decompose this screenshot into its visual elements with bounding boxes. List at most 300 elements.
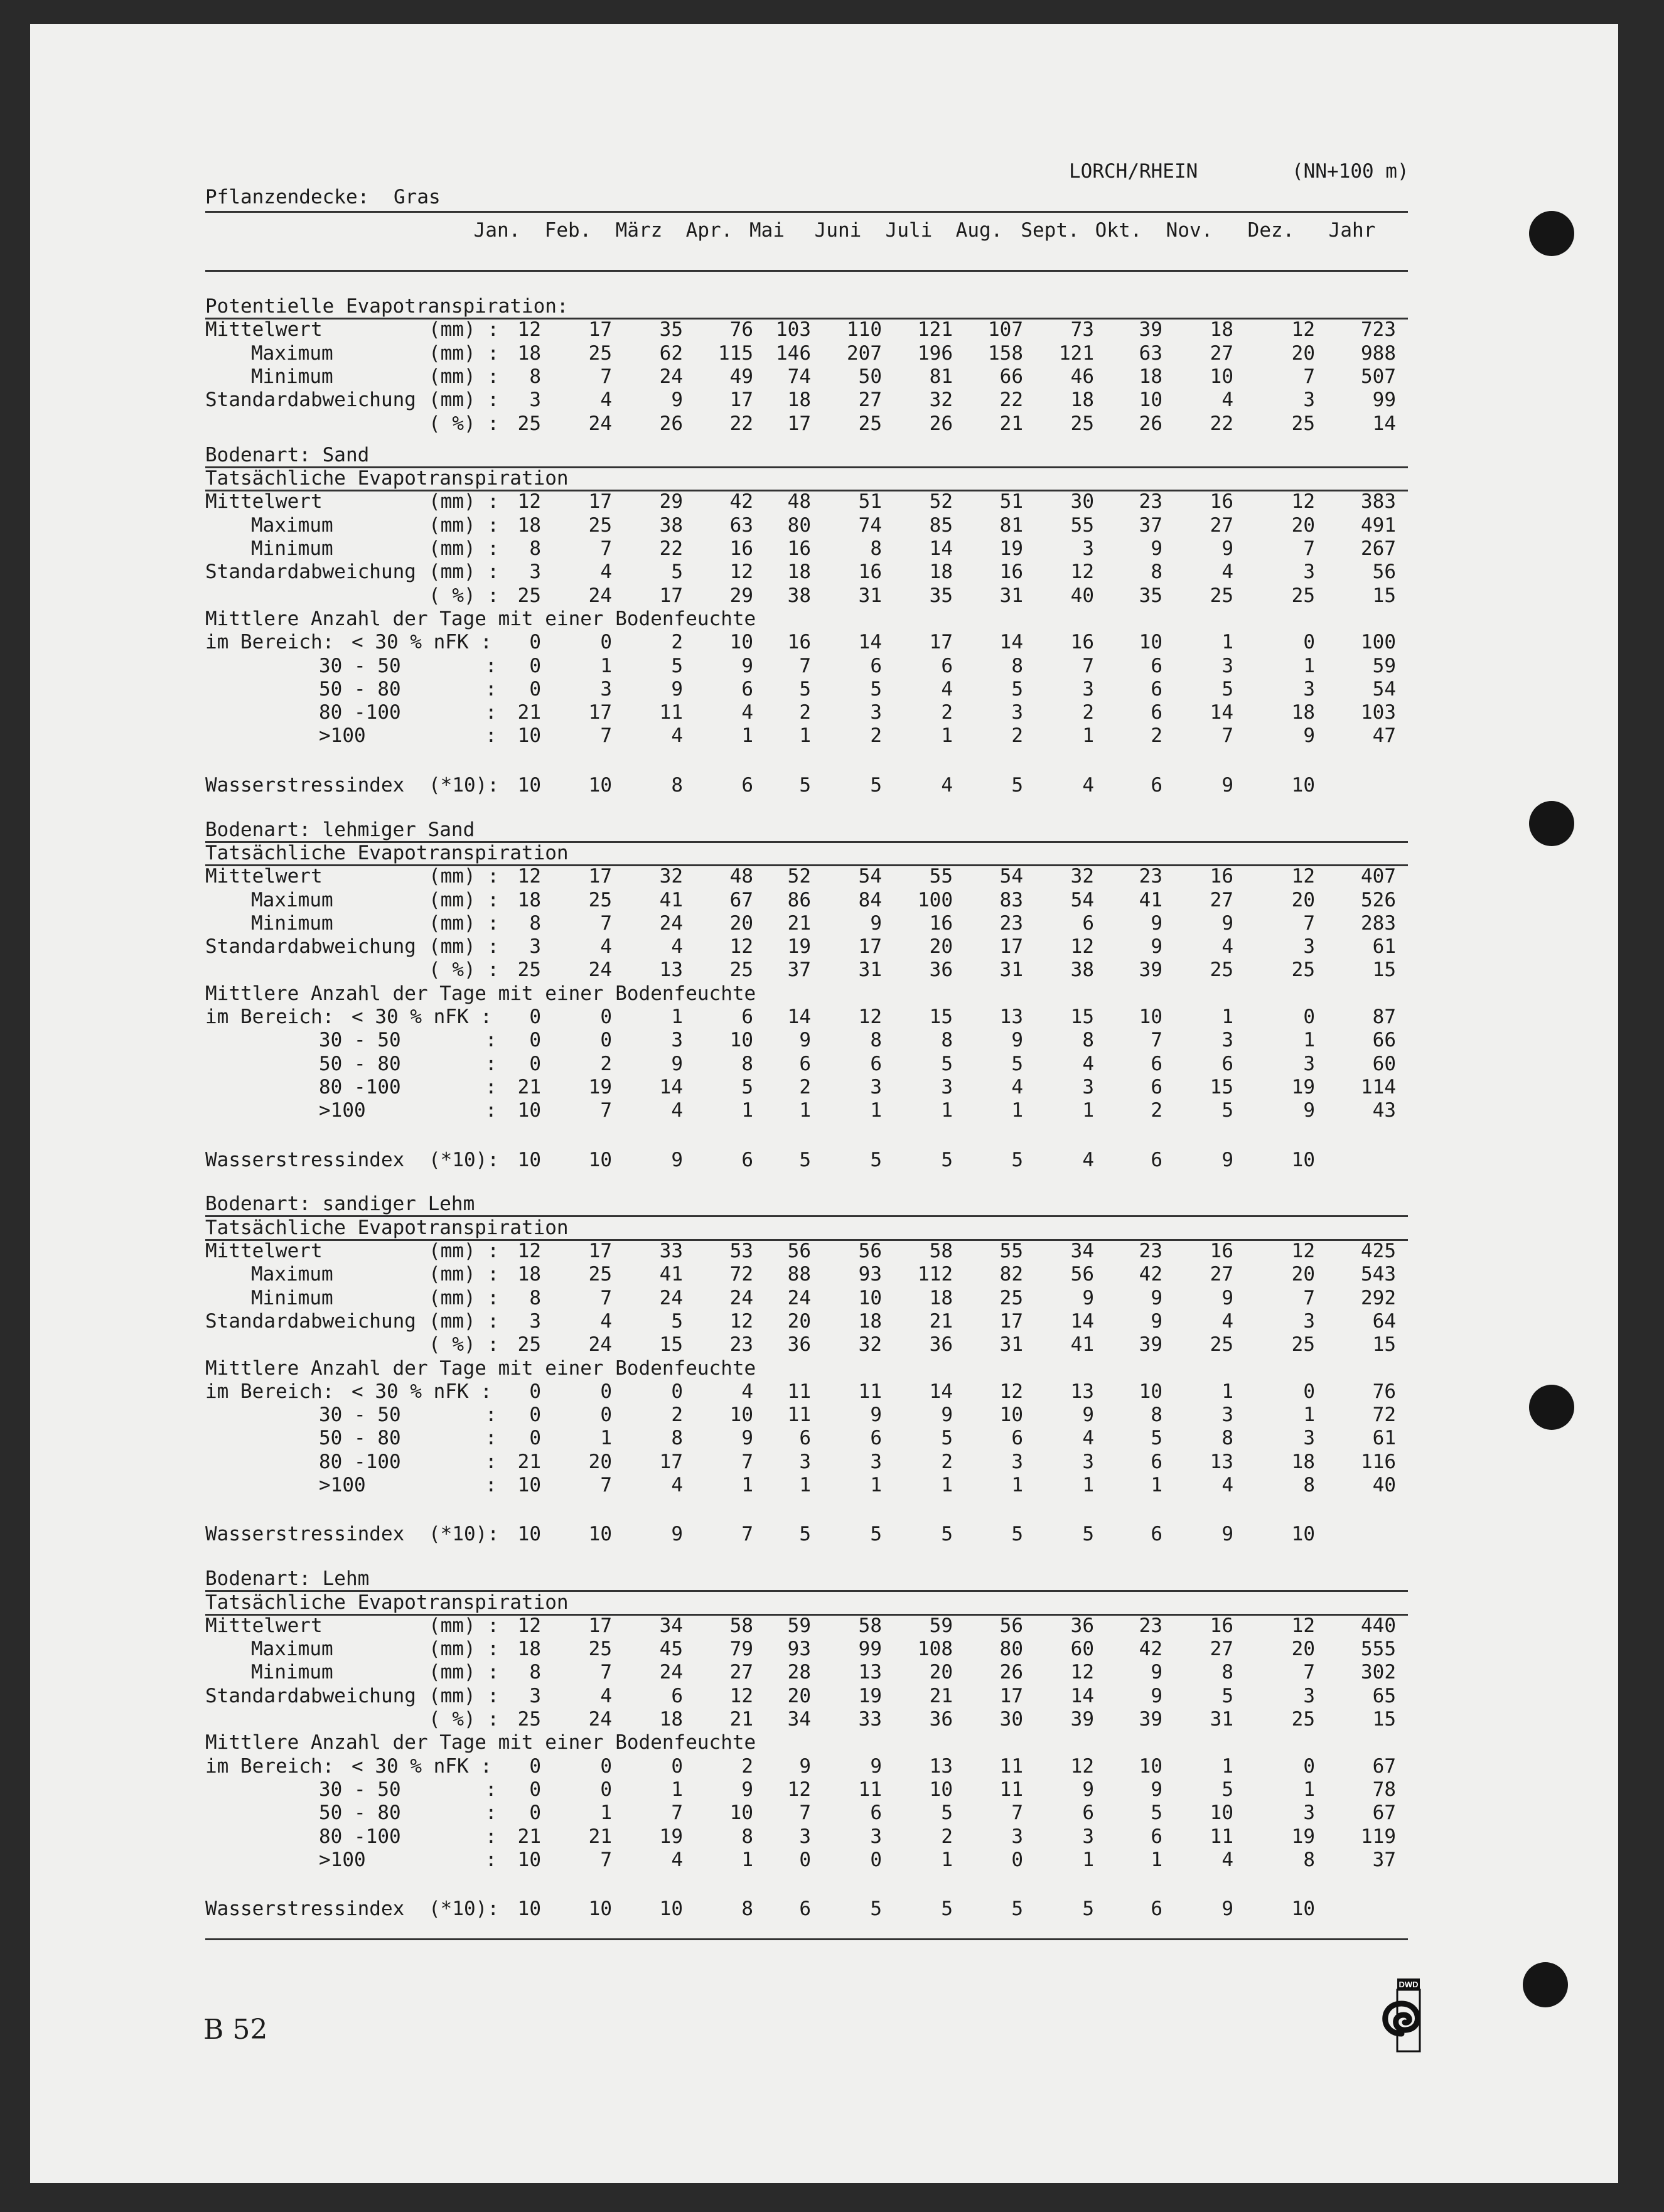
value-cell: 20	[1291, 514, 1315, 537]
row-unit: (mm) :	[429, 1287, 499, 1309]
days-value-cell: 2	[941, 1451, 953, 1473]
days-value-cell: 10	[517, 1474, 541, 1496]
value-cell: 14	[1070, 1310, 1094, 1333]
days-value-cell: 3	[870, 1825, 882, 1848]
value-cell: 20	[1291, 889, 1315, 911]
days-value-cell: 5	[799, 678, 811, 701]
column-header: Juni	[814, 219, 862, 242]
range-label-4: >100	[319, 1099, 366, 1122]
value-cell: 17	[999, 1685, 1023, 1707]
days-value-cell: 4	[671, 1849, 683, 1871]
days-value-cell: 3	[1221, 655, 1233, 677]
days-value-cell: 9	[1011, 1029, 1023, 1051]
wsi-value-cell: 5	[870, 1149, 882, 1171]
range-label-4: >100	[319, 1474, 366, 1496]
days-value-cell: 1	[1011, 1474, 1023, 1496]
days-value-cell: 16	[787, 631, 811, 653]
range-label-1: 30 - 50	[319, 1404, 401, 1426]
value-cell: 58	[729, 1614, 753, 1637]
wsi-value-cell: 5	[1011, 774, 1023, 797]
column-header: Feb.	[544, 219, 592, 242]
days-value-cell: 6	[1151, 655, 1162, 677]
wsi-value-cell: 10	[517, 1898, 541, 1920]
value-cell: 32	[659, 865, 683, 888]
days-value-cell: 1	[1221, 631, 1233, 653]
row-label-std_mm: Standardabweichung	[205, 1685, 416, 1707]
days-value-cell: 4	[1082, 1053, 1094, 1075]
range-colon: :	[485, 701, 497, 724]
value-cell: 59	[787, 1614, 811, 1637]
days-count-title: Mittlere Anzahl der Tage mit einer Bodenfeuchte	[205, 1357, 756, 1380]
wsi-value-cell: 10	[1291, 1898, 1315, 1920]
value-cell: 25	[517, 1708, 541, 1731]
days-value-cell: 2	[799, 1076, 811, 1098]
value-cell: 25	[729, 958, 753, 981]
days-value-cell: 0	[1303, 1006, 1315, 1028]
row-unit: ( %) :	[429, 1708, 499, 1731]
row-label-maximum: Maximum	[251, 342, 333, 365]
wsi-value-cell: 10	[588, 774, 612, 797]
days-value-cell: 3	[799, 1825, 811, 1848]
value-cell: 25	[1070, 412, 1094, 435]
days-value-cell: 2	[741, 1755, 753, 1778]
column-header: März	[615, 219, 663, 242]
wsi-value-cell: 5	[941, 1149, 953, 1171]
value-cell: 74	[858, 514, 882, 537]
days-value-cell: 1	[1221, 1006, 1233, 1028]
value-cell: 15	[1372, 958, 1396, 981]
value-cell: 17	[659, 584, 683, 607]
value-cell: 32	[858, 1333, 882, 1356]
days-value-cell: 11	[787, 1380, 811, 1403]
soil-section-title: Bodenart: lehmiger Sand	[205, 819, 475, 841]
days-value-cell: 5	[941, 1427, 953, 1449]
row-label-std_mm: Standardabweichung	[205, 1310, 416, 1333]
value-cell: 29	[729, 584, 753, 607]
wsi-value-cell: 7	[741, 1523, 753, 1545]
column-header: Nov.	[1166, 219, 1213, 242]
column-header: Jan.	[473, 219, 521, 242]
value-cell: 58	[929, 1240, 953, 1262]
value-cell: 35	[1139, 584, 1162, 607]
days-value-cell: 9	[671, 678, 683, 701]
days-value-cell: 8	[741, 1825, 753, 1848]
value-cell: 18	[929, 1287, 953, 1309]
value-cell: 9	[1151, 1287, 1162, 1309]
wsi-value-cell: 5	[799, 1149, 811, 1171]
days-value-cell: 7	[799, 1801, 811, 1824]
days-value-cell: 6	[870, 1427, 882, 1449]
days-value-cell: 11	[659, 701, 683, 724]
wsi-value-cell: 5	[870, 1523, 882, 1545]
value-cell: 40	[1070, 584, 1094, 607]
value-cell: 26	[999, 1661, 1023, 1683]
value-cell: 5	[671, 561, 683, 583]
value-cell: 7	[1303, 1287, 1315, 1309]
days-value-cell: 12	[787, 1778, 811, 1801]
value-cell: 5	[1221, 1685, 1233, 1707]
days-value-cell: 3	[1011, 701, 1023, 724]
days-value-cell: 0	[529, 1427, 541, 1449]
value-cell: 121	[1059, 342, 1094, 365]
row-label-minimum: Minimum	[251, 912, 333, 935]
wsi-value-cell: 10	[1291, 1149, 1315, 1171]
value-cell: 8	[529, 1287, 541, 1309]
value-cell: 39	[1139, 1333, 1162, 1356]
value-cell: 9	[1151, 912, 1162, 935]
range-label-3: 80 -100	[319, 1825, 401, 1848]
row-unit: (mm) :	[429, 389, 499, 411]
days-value-cell: 4	[1082, 1427, 1094, 1449]
value-cell: 26	[929, 412, 953, 435]
days-value-cell: 3	[870, 1076, 882, 1098]
value-cell: 9	[1151, 935, 1162, 958]
value-cell: 56	[999, 1614, 1023, 1637]
value-cell: 3	[529, 561, 541, 583]
value-cell: 25	[588, 1263, 612, 1286]
value-cell: 32	[1070, 865, 1094, 888]
value-cell: 100	[918, 889, 953, 911]
value-cell: 8	[1151, 561, 1162, 583]
days-value-cell: 14	[1210, 701, 1233, 724]
value-cell: 80	[999, 1638, 1023, 1660]
range-label-1: 30 - 50	[319, 1778, 401, 1801]
days-value-cell: 3	[870, 1451, 882, 1473]
wsi-value-cell: 5	[1011, 1523, 1023, 1545]
days-value-cell: 0	[529, 1006, 541, 1028]
value-cell: 18	[787, 389, 811, 411]
days-value-cell: 8	[1151, 1404, 1162, 1426]
value-cell: 3	[529, 1685, 541, 1707]
days-value-cell: 5	[1151, 1801, 1162, 1824]
value-cell: 58	[858, 1614, 882, 1637]
value-cell: 31	[858, 584, 882, 607]
value-cell: 25	[517, 412, 541, 435]
days-value-cell: 10	[517, 1099, 541, 1122]
value-cell: 16	[729, 537, 753, 560]
row-unit: (mm) :	[429, 561, 499, 583]
value-cell: 38	[659, 514, 683, 537]
value-cell: 23	[729, 1333, 753, 1356]
value-cell: 24	[659, 912, 683, 935]
range-label-4: >100	[319, 1849, 366, 1871]
days-value-cell: 1	[741, 1474, 753, 1496]
wsi-unit: (*10):	[429, 774, 499, 797]
value-cell: 9	[1151, 537, 1162, 560]
days-value-cell: 67	[1372, 1801, 1396, 1824]
value-cell: 13	[659, 958, 683, 981]
value-cell: 36	[929, 1333, 953, 1356]
days-value-cell: 21	[588, 1825, 612, 1848]
row-unit: (mm) :	[429, 1263, 499, 1286]
value-cell: 51	[999, 490, 1023, 513]
value-cell: 18	[517, 1638, 541, 1660]
value-cell: 17	[787, 412, 811, 435]
plant-cover-label: Pflanzendecke:	[205, 186, 370, 208]
days-value-cell: 4	[741, 701, 753, 724]
value-cell: 18	[1139, 365, 1162, 388]
days-value-cell: 5	[941, 1053, 953, 1075]
days-value-cell: 1	[671, 1006, 683, 1028]
value-cell: 39	[1139, 318, 1162, 341]
value-cell: 54	[858, 865, 882, 888]
days-value-cell: 8	[941, 1029, 953, 1051]
value-cell: 21	[787, 912, 811, 935]
days-value-cell: 43	[1372, 1099, 1396, 1122]
value-cell: 7	[1303, 537, 1315, 560]
value-cell: 103	[776, 318, 811, 341]
value-cell: 24	[588, 958, 612, 981]
value-cell: 31	[999, 584, 1023, 607]
days-value-cell: 1	[941, 1099, 953, 1122]
days-value-cell: 4	[1011, 1076, 1023, 1098]
value-cell: 12	[1291, 1240, 1315, 1262]
value-cell: 20	[1291, 1263, 1315, 1286]
value-cell: 37	[1139, 514, 1162, 537]
days-value-cell: 66	[1372, 1029, 1396, 1051]
value-cell: 14	[929, 537, 953, 560]
value-cell: 3	[1303, 935, 1315, 958]
value-cell: 25	[588, 889, 612, 911]
value-cell: 8	[529, 365, 541, 388]
value-cell: 39	[1139, 1708, 1162, 1731]
days-value-cell: 6	[1221, 1053, 1233, 1075]
value-cell: 6	[1082, 912, 1094, 935]
days-value-cell: 59	[1372, 655, 1396, 677]
days-value-cell: 9	[870, 1404, 882, 1426]
value-cell: 34	[659, 1614, 683, 1637]
value-cell: 16	[1210, 1614, 1233, 1637]
days-value-cell: 10	[729, 1029, 753, 1051]
days-value-cell: 4	[671, 724, 683, 747]
days-value-cell: 1	[1082, 724, 1094, 747]
value-cell: 12	[1291, 318, 1315, 341]
value-cell: 8	[870, 537, 882, 560]
value-cell: 9	[1221, 537, 1233, 560]
row-label-std_mm: Standardabweichung	[205, 935, 416, 958]
value-cell: 9	[1082, 1287, 1094, 1309]
value-cell: 3	[529, 1310, 541, 1333]
row-unit: (mm) :	[429, 1240, 499, 1262]
value-cell: 25	[588, 1638, 612, 1660]
range-label-2: 50 - 80	[319, 1053, 401, 1075]
value-cell: 15	[659, 1333, 683, 1356]
days-value-cell: 5	[1221, 1099, 1233, 1122]
days-value-cell: 12	[999, 1380, 1023, 1403]
days-value-cell: 87	[1372, 1006, 1396, 1028]
value-cell: 3	[1303, 561, 1315, 583]
days-value-cell: 0	[1303, 1380, 1315, 1403]
days-value-cell: 17	[929, 631, 953, 653]
value-cell: 3	[1303, 389, 1315, 411]
range-label: im Bereich:	[205, 1006, 335, 1028]
value-cell: 60	[1070, 1638, 1094, 1660]
days-value-cell: 9	[741, 655, 753, 677]
range-label-3: 80 -100	[319, 1076, 401, 1098]
range-colon: :	[485, 1778, 497, 1801]
wsi-value-cell: 8	[671, 774, 683, 797]
days-value-cell: 18	[1291, 701, 1315, 724]
value-cell: 55	[929, 865, 953, 888]
value-cell: 9	[1221, 1287, 1233, 1309]
wsi-unit: (*10):	[429, 1149, 499, 1171]
days-value-cell: 15	[1210, 1076, 1233, 1098]
punch-hole-1	[1529, 211, 1574, 256]
plant-cover-value: Gras	[394, 186, 441, 208]
value-cell: 9	[671, 389, 683, 411]
soil-section-subtitle: Tatsächliche Evapotranspiration	[205, 1216, 569, 1239]
row-unit: ( %) :	[429, 958, 499, 981]
days-value-cell: 40	[1372, 1474, 1396, 1496]
days-value-cell: 1	[870, 1099, 882, 1122]
days-value-cell: 15	[1070, 1006, 1094, 1028]
row-label-mittelwert: Mittelwert	[205, 318, 323, 341]
value-cell: 18	[787, 561, 811, 583]
value-cell: 73	[1070, 318, 1094, 341]
days-value-cell: 3	[1221, 1029, 1233, 1051]
days-value-cell: 13	[1070, 1380, 1094, 1403]
value-cell: 24	[787, 1287, 811, 1309]
range-colon: :	[485, 1801, 497, 1824]
days-count-title: Mittlere Anzahl der Tage mit einer Bodenfeuchte	[205, 608, 756, 630]
days-value-cell: 1	[799, 1099, 811, 1122]
row-unit: ( %) :	[429, 412, 499, 435]
days-value-cell: 78	[1372, 1778, 1396, 1801]
range-first: < 30 % nFK :	[352, 1006, 492, 1028]
days-value-cell: 0	[799, 1849, 811, 1871]
days-value-cell: 10	[729, 1404, 753, 1426]
days-value-cell: 47	[1372, 724, 1396, 747]
range-label-3: 80 -100	[319, 701, 401, 724]
value-cell: 25	[1291, 412, 1315, 435]
days-value-cell: 11	[787, 1404, 811, 1426]
value-cell: 15	[1372, 1708, 1396, 1731]
value-cell: 81	[999, 514, 1023, 537]
wsi-value-cell: 6	[1151, 1898, 1162, 1920]
value-cell: 14	[1070, 1685, 1094, 1707]
value-cell: 3	[1303, 1685, 1315, 1707]
value-cell: 99	[858, 1638, 882, 1660]
row-unit: (mm) :	[429, 365, 499, 388]
days-value-cell: 1	[671, 1778, 683, 1801]
value-cell: 41	[1070, 1333, 1094, 1356]
value-cell: 12	[517, 318, 541, 341]
value-cell: 4	[671, 935, 683, 958]
value-cell: 4	[1221, 389, 1233, 411]
days-value-cell: 3	[1082, 1451, 1094, 1473]
wsi-value-cell: 9	[671, 1523, 683, 1545]
row-unit: (mm) :	[429, 342, 499, 365]
days-value-cell: 67	[1372, 1755, 1396, 1778]
wsi-value-cell: 6	[1151, 1523, 1162, 1545]
days-value-cell: 116	[1361, 1451, 1396, 1473]
days-value-cell: 6	[1151, 1825, 1162, 1848]
days-value-cell: 0	[1303, 631, 1315, 653]
value-cell: 158	[988, 342, 1023, 365]
days-value-cell: 9	[870, 1755, 882, 1778]
days-value-cell: 5	[1011, 678, 1023, 701]
column-header: Juli	[885, 219, 933, 242]
days-value-cell: 3	[1221, 1404, 1233, 1426]
range-colon: :	[485, 1825, 497, 1848]
value-cell: 14	[1372, 412, 1396, 435]
value-cell: 27	[1210, 1638, 1233, 1660]
days-value-cell: 3	[1303, 678, 1315, 701]
days-value-cell: 1	[941, 1849, 953, 1871]
value-cell: 112	[918, 1263, 953, 1286]
days-value-cell: 20	[588, 1451, 612, 1473]
days-value-cell: 21	[517, 701, 541, 724]
days-value-cell: 21	[517, 1076, 541, 1098]
range-label-1: 30 - 50	[319, 655, 401, 677]
days-value-cell: 1	[1303, 1404, 1315, 1426]
days-value-cell: 2	[941, 701, 953, 724]
value-cell: 36	[787, 1333, 811, 1356]
value-cell: 24	[588, 1708, 612, 1731]
days-value-cell: 9	[671, 1053, 683, 1075]
wsi-value-cell: 5	[1082, 1898, 1094, 1920]
days-value-cell: 4	[1221, 1849, 1233, 1871]
days-value-cell: 9	[741, 1427, 753, 1449]
value-cell: 81	[929, 365, 953, 388]
days-value-cell: 0	[529, 655, 541, 677]
wsi-unit: (*10):	[429, 1898, 499, 1920]
value-cell: 54	[1070, 889, 1094, 911]
days-value-cell: 1	[870, 1474, 882, 1496]
value-cell: 30	[999, 1708, 1023, 1731]
days-value-cell: 1	[1011, 1099, 1023, 1122]
days-value-cell: 19	[588, 1076, 612, 1098]
value-cell: 27	[1210, 514, 1233, 537]
days-value-cell: 10	[1210, 1801, 1233, 1824]
days-value-cell: 1	[1082, 1849, 1094, 1871]
days-value-cell: 0	[529, 1053, 541, 1075]
days-value-cell: 1	[600, 1427, 612, 1449]
days-value-cell: 3	[1082, 1825, 1094, 1848]
value-cell: 12	[517, 490, 541, 513]
value-cell: 15	[1372, 1333, 1396, 1356]
value-cell: 52	[929, 490, 953, 513]
value-cell: 39	[1070, 1708, 1094, 1731]
value-cell: 12	[517, 1614, 541, 1637]
value-cell: 12	[729, 1310, 753, 1333]
value-cell: 33	[858, 1708, 882, 1731]
days-value-cell: 10	[517, 724, 541, 747]
value-cell: 46	[1070, 365, 1094, 388]
days-value-cell: 10	[1139, 631, 1162, 653]
value-cell: 4	[600, 561, 612, 583]
days-value-cell: 6	[870, 655, 882, 677]
value-cell: 31	[999, 1333, 1023, 1356]
days-value-cell: 9	[941, 1404, 953, 1426]
days-value-cell: 10	[999, 1404, 1023, 1426]
days-count-title: Mittlere Anzahl der Tage mit einer Bodenfeuchte	[205, 982, 756, 1005]
row-label-maximum: Maximum	[251, 1263, 333, 1286]
value-cell: 4	[1221, 561, 1233, 583]
value-cell: 10	[858, 1287, 882, 1309]
value-cell: 110	[847, 318, 882, 341]
days-value-cell: 3	[941, 1076, 953, 1098]
value-cell: 30	[1070, 490, 1094, 513]
value-cell: 56	[1372, 561, 1396, 583]
page-number: B 52	[203, 2014, 268, 2046]
value-cell: 20	[929, 935, 953, 958]
days-value-cell: 19	[1291, 1076, 1315, 1098]
days-value-cell: 0	[671, 1380, 683, 1403]
value-cell: 12	[1070, 561, 1094, 583]
row-label-minimum: Minimum	[251, 1661, 333, 1683]
row-unit: (mm) :	[429, 1638, 499, 1660]
